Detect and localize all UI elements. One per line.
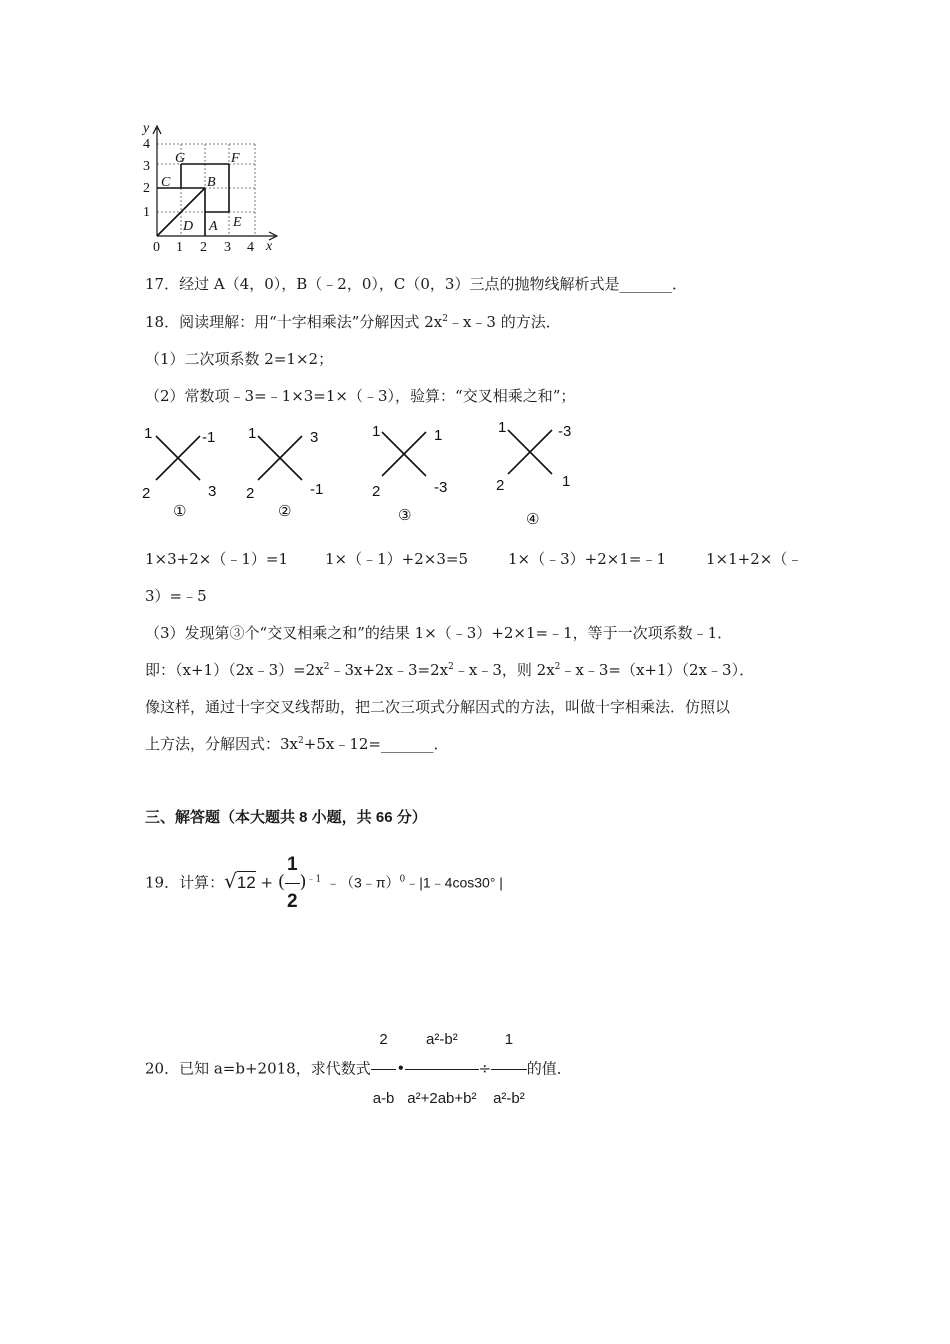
question-17: 17．经过 A（4，0），B（﹣2，0），C（0，3）三点的抛物线解析式是_______． [145, 275, 687, 293]
cross-diagrams [138, 418, 598, 530]
q17-number: 17． [145, 275, 180, 293]
section-3-title: 三、解答题（本大题共 8 小题，共 66 分） [145, 809, 427, 826]
point-A-label: A [209, 219, 218, 234]
cross-2-top-left: 1 [248, 425, 257, 442]
point-E-label: E [233, 215, 242, 230]
q18-step-2: （2）常数项﹣3=﹣1×3=1×（﹣3），验算：“交叉相乘之和”； [145, 387, 576, 405]
cross-1-bottom-right: 3 [208, 483, 217, 500]
q20-fraction-1: $\frac{2}{a-b}$ [371, 1012, 397, 1127]
q20-fraction-2: $\frac{\text{a²-b²}}{\text{a²+2ab+b²}}$ [405, 1012, 478, 1127]
q19-fraction: $\frac{1}{2}$ [285, 848, 300, 919]
cross-result-1: 1×3+2×（﹣1）=1 [145, 550, 288, 568]
y-tick-1: 1 [143, 205, 150, 220]
cross-3-bottom-right: -3 [434, 479, 448, 496]
sqrt-expression: √12 [224, 868, 256, 893]
cross-2-bottom-left: 2 [246, 485, 255, 502]
q18-equation: 即：$(x+1)(2x﹣3)=2x^2﹣3x+2x﹣3=2x^2﹣x﹣3$，则 $2x^2﹣x﹣3=(x+1)(2x﹣3)$． [145, 661, 755, 679]
q18-paragraph-line-2: 上方法，分解因式：$3x^2+5x﹣12=\_\_\_\_\_\_\_$． [145, 735, 449, 753]
cross-3-label: ③ [398, 506, 412, 524]
cross-3-top-right: 1 [434, 427, 443, 444]
q18-paragraph-line-1: 像这样，通过十字交叉线帮助，把二次三项式分解因式的方法，叫做十字相乘法．仿照以 [145, 698, 731, 716]
q18-step-1: （1）二次项系数 2=1×2； [145, 350, 334, 368]
point-D-label: D [183, 219, 194, 234]
q20-fraction-3: $\frac{1}{\text{a²-b²}}$ [491, 1012, 527, 1127]
point-B-label: B [207, 175, 216, 190]
x-tick-1: 1 [176, 240, 183, 255]
cross-2-bottom-right: -1 [310, 481, 324, 498]
question-18-intro: 18．阅读理解：用“十字相乘法”分解因式 $2x^2﹣x﹣3$ 的方法． [145, 313, 561, 331]
cross-result-3: 1×（﹣3）+2×1=﹣1 [508, 550, 666, 568]
cross-1-bottom-left: 2 [142, 485, 151, 502]
cross-3-top-left: 1 [372, 423, 381, 440]
y-axis-label: y [143, 121, 150, 136]
cross-result-4-continued: 3）=﹣5 [145, 587, 207, 605]
cross-2-label: ② [278, 502, 292, 520]
cross-result-4: 1×1+2×（﹣ [706, 550, 803, 568]
cross-3-bottom-left: 2 [372, 483, 381, 500]
cross-4-top-left: 1 [498, 419, 507, 436]
x-tick-3: 3 [224, 240, 231, 255]
cross-4-bottom-left: 2 [496, 477, 505, 494]
q18-step-3: （3）发现第③个“交叉相乘之和”的结果 1×（﹣3）+2×1=﹣1，等于一次项系数﹣1． [145, 624, 733, 642]
q17-blank[interactable]: _______ [619, 275, 672, 293]
cross-result-2: 1×（﹣1）+2×3=5 [325, 550, 468, 568]
y-tick-3: 3 [143, 159, 150, 174]
x-tick-2: 2 [200, 240, 207, 255]
q18-blank[interactable]: _______ [380, 735, 434, 753]
cross-4-label: ④ [526, 510, 540, 528]
x-tick-0: 0 [153, 240, 160, 255]
y-tick-4: 4 [143, 137, 150, 152]
cross-1-top-right: -1 [202, 429, 216, 446]
cross-4-top-right: -3 [558, 423, 572, 440]
x-axis-label: x [266, 239, 273, 254]
cross-4-bottom-right: 1 [562, 473, 571, 490]
coordinate-grid-figure [135, 120, 285, 255]
question-20: 20．已知 a=b+2018，求代数式 $\frac{2}{a-b}$ • $\frac{\text{a²-b²}}{\text{a²+2ab+b²}}$ ÷ $\frac{1}{\text{a²-b²}}$ 的值． [145, 1012, 572, 1068]
cross-1-label: ① [173, 502, 187, 520]
q17-text: 经过 A（4，0），B（﹣2，0），C（0，3）三点的抛物线解析式是 [179, 275, 620, 293]
y-tick-2: 2 [143, 181, 150, 196]
x-tick-4: 4 [247, 240, 254, 255]
question-19: 19．计算：√12 + ( $\frac{1}{2}$ )$^{﹣1}$ ﹣（3﹣π）$^0$﹣|1﹣4cos30° | [145, 848, 503, 888]
point-G-label: G [175, 151, 186, 166]
cross-1-top-left: 1 [144, 425, 153, 442]
point-C-label: C [161, 175, 171, 190]
point-F-label: F [231, 151, 240, 166]
cross-2-top-right: 3 [310, 429, 319, 446]
